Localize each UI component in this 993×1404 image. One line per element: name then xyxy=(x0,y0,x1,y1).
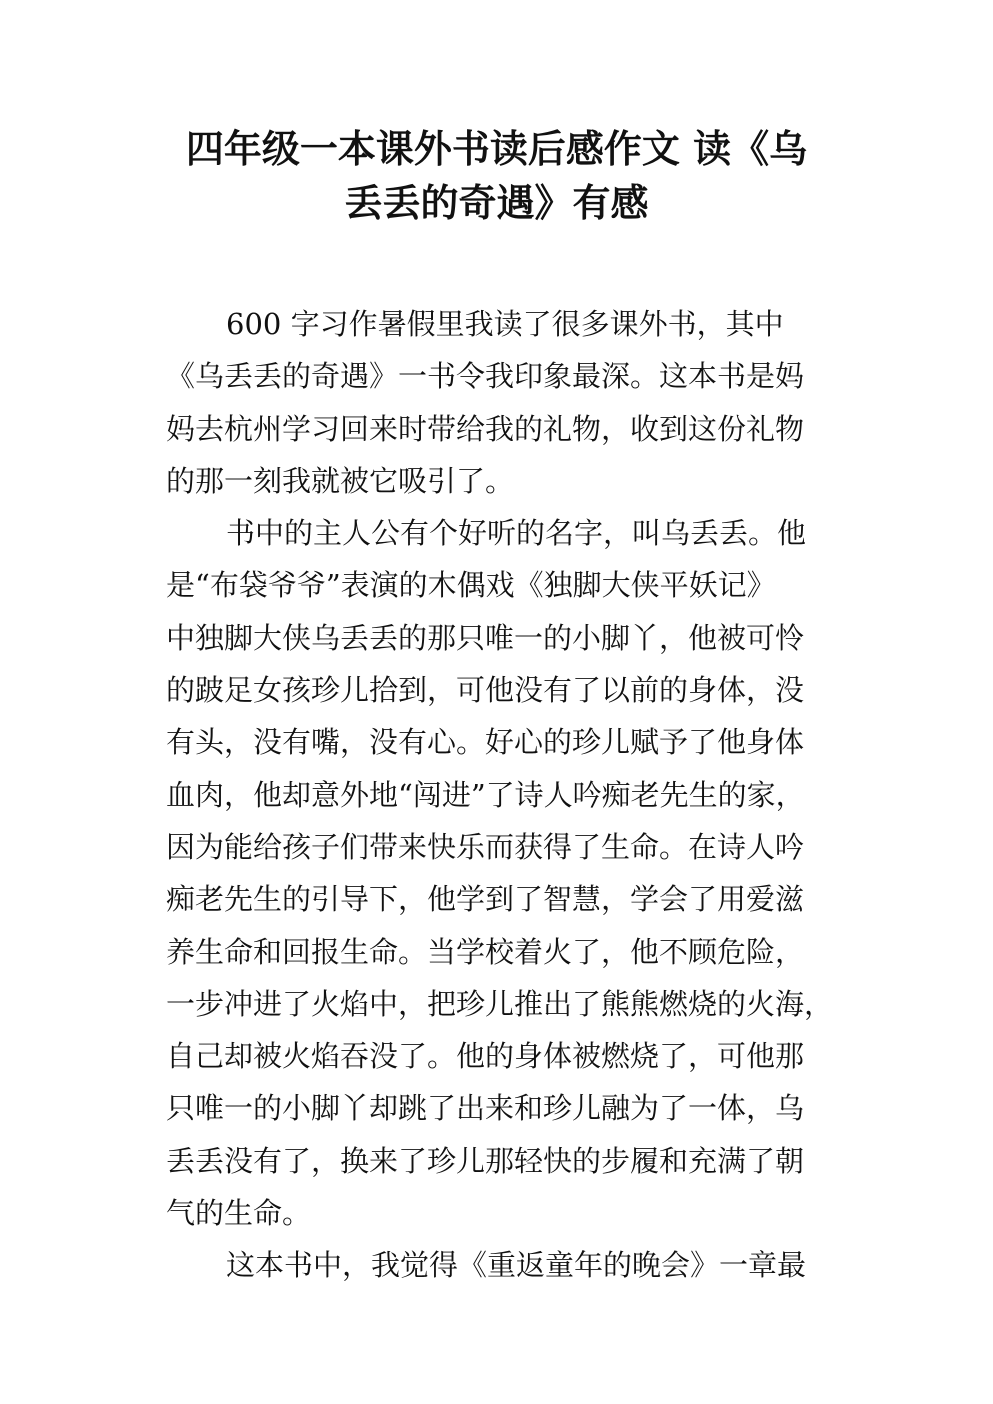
body-line: 只唯一的小脚丫却跳了出来和珍儿融为了一体，乌 xyxy=(166,1091,805,1126)
body-line: 自己却被火焰吞没了。他的身体被燃烧了，可他那 xyxy=(166,1039,805,1074)
document-title xyxy=(150,122,843,230)
title-line: 四年级一本课外书读后感作文 读《乌 xyxy=(185,127,808,171)
body-line: 600 字习作暑假里我读了很多课外书，其中 xyxy=(226,307,784,341)
body-line: 的跛足女孩珍儿拾到，可他没有了以前的身体，没 xyxy=(166,673,805,708)
body-line: 的那一刻我就被它吸引了。 xyxy=(166,463,515,498)
document-body xyxy=(166,298,836,1292)
body-line: 养生命和回报生命。当学校着火了，他不顾危险， xyxy=(166,934,805,969)
body-line: 一步冲进了火焰中，把珍儿推出了熊熊燃烧的火海， xyxy=(166,986,834,1021)
body-line: 血肉，他却意外地“闯进”了诗人吟痴老先生的家， xyxy=(166,777,805,812)
body-line: 气的生命。 xyxy=(166,1196,312,1231)
body-line: 中独脚大侠乌丢丢的那只唯一的小脚丫，他被可怜 xyxy=(166,620,805,655)
body-line: 丢丢没有了，换来了珍儿那轻快的步履和充满了朝 xyxy=(166,1143,805,1178)
body-line: 有头，没有嘴，没有心。好心的珍儿赋予了他身体 xyxy=(166,725,805,760)
body-line: 痴老先生的引导下，他学到了智慧，学会了用爱滋 xyxy=(166,882,805,917)
body-line: 妈去杭州学习回来时带给我的礼物，收到这份礼物 xyxy=(166,411,805,446)
body-line: 书中的主人公有个好听的名字，叫乌丢丢。他 xyxy=(226,516,807,551)
body-line: 这本书中，我觉得《重返童年的晚会》一章最 xyxy=(226,1248,807,1283)
body-line: 是“布袋爷爷”表演的木偶戏《独脚大侠平妖记》 xyxy=(166,568,776,603)
body-line: 《乌丢丢的奇遇》一书令我印象最深。这本书是妈 xyxy=(166,359,805,394)
title-line: 丢丢的奇遇》有感 xyxy=(344,181,649,225)
body-line: 因为能给孩子们带来快乐而获得了生命。在诗人吟 xyxy=(166,829,805,864)
